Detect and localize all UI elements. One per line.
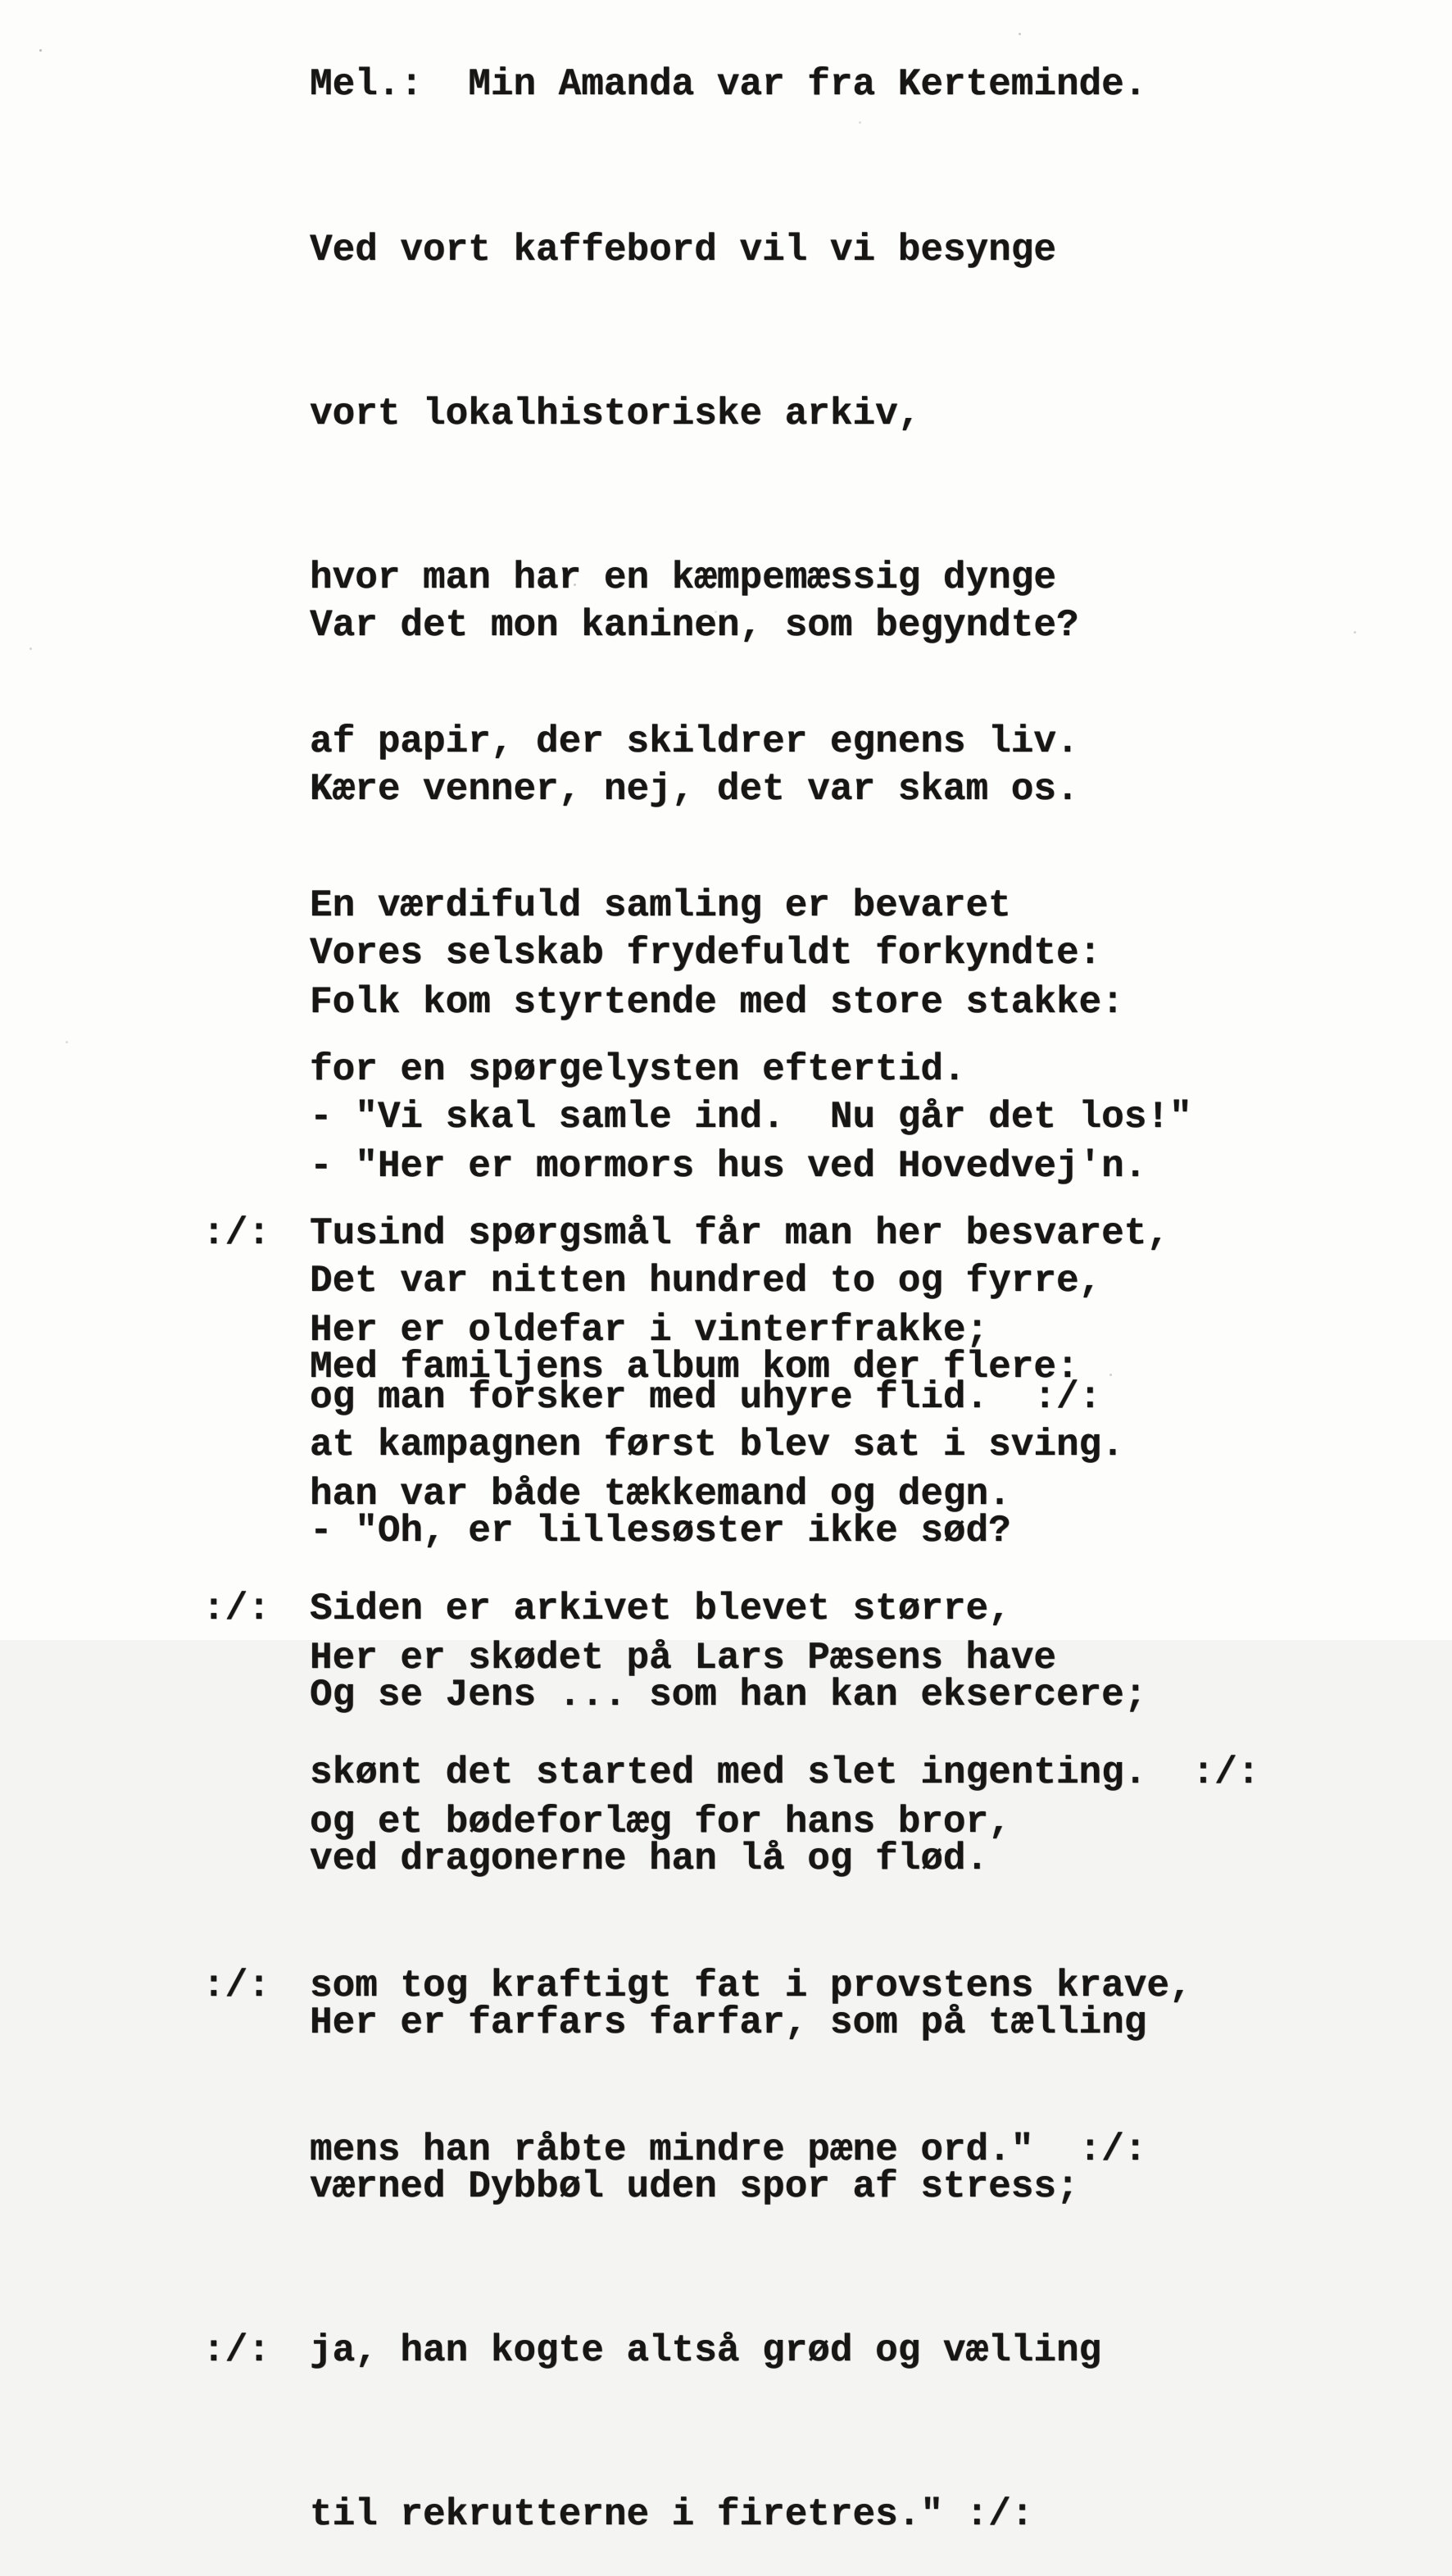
verse-line-text: han var både tækkemand og degn. — [310, 1473, 1011, 1515]
verse-line — [310, 393, 1169, 434]
verse-line — [310, 1511, 1146, 1552]
verse-line-text: Her er skødet på Lars Pæsens have — [310, 1637, 1056, 1679]
verse-line-text: Var det mon kaninen, som begyndte? — [310, 604, 1079, 647]
verse-line-text: mens han råbte mindre pæne ord." :/: — [310, 2128, 1147, 2171]
verse-line-text: Tusind spørgsmål får man her besvaret, — [310, 1212, 1169, 1255]
verse-line — [310, 2494, 1146, 2535]
verse-line-text: Kære venner, nej, det var skam os. — [310, 768, 1079, 811]
verse-line — [202, 2329, 1146, 2372]
verse-line-text: værned Dybbøl uden spor af stress; — [310, 2165, 1079, 2208]
repeat-mark: :/: — [202, 1212, 270, 1255]
verse-line-text: af papir, der skildrer egnens liv. — [310, 720, 1079, 763]
verse-line-text: En værdifuld samling er bevaret — [310, 884, 1011, 927]
verse-line-text: til rekrutterne i firetres." :/: — [310, 2493, 1034, 2536]
verse-line-text: som tog kraftigt fat i provstens krave, — [310, 1965, 1192, 2007]
verse-line-text: Siden er arkivet blevet større, — [310, 1588, 1011, 1630]
verse-line — [310, 1674, 1146, 1715]
verse-line — [310, 1146, 1192, 1187]
verse-line-text: ja, han kogte altså grød og vælling — [310, 2329, 1102, 2372]
verse-line-text: Det var nitten hundred to og fyrre, — [310, 1260, 1102, 1302]
verse-line-text: at kampagnen først blev sat i sving. — [310, 1424, 1124, 1466]
verse-line-text: Her er oldefar i vinterfrakke; — [310, 1309, 989, 1352]
verse-line-text: Folk kom styrtende med store stakke: — [310, 981, 1124, 1024]
verse-line — [310, 605, 1259, 646]
verse-line-text: vort lokalhistoriske arkiv, — [310, 393, 921, 435]
verse-line-text: Vores selskab frydefuldt forkyndte: — [310, 932, 1102, 975]
verse-line — [310, 769, 1259, 810]
verse-line-text: Her er farfars farfar, som på tælling — [310, 2001, 1147, 2044]
verse-line — [310, 2002, 1146, 2043]
verse-line — [310, 2166, 1146, 2207]
melody-title: Min Amanda var fra Kerteminde. — [468, 63, 1147, 106]
verse-line-text: - "Vi skal samle ind. Nu går det los!" — [310, 1096, 1192, 1138]
verse-line-text: - "Oh, er lillesøster ikke sød? — [310, 1510, 1011, 1552]
verse-line-text: og et bødeforlæg for hans bror, — [310, 1801, 1011, 1843]
melody-line — [310, 64, 1146, 105]
repeat-mark: :/: — [202, 2329, 270, 2372]
scan-speckles — [0, 0, 2, 2]
verse-line — [310, 1838, 1146, 1879]
verse-4 — [202, 1265, 1147, 2576]
melody-label: Mel.: — [310, 63, 424, 106]
repeat-mark: :/: — [202, 1965, 270, 2007]
verse-line-text: Med familjens album kom der flere: — [310, 1346, 1079, 1388]
verse-line-text: - "Her er mormors hus ved Hovedvej'n. — [310, 1145, 1147, 1188]
verse-line-text: Og se Jens ... som han kan eksercere; — [310, 1674, 1147, 1716]
verse-line — [310, 229, 1169, 270]
verse-line — [310, 982, 1192, 1023]
verse-line-text: skønt det started med slet ingenting. :/: — [310, 1751, 1260, 1794]
verse-line — [310, 1347, 1146, 1388]
verse-line-text: Ved vort kaffebord vil vi besynge — [310, 229, 1056, 271]
verse-line-text: og man forsker med uhyre flid. :/: — [310, 1376, 1102, 1419]
verse-line-text: ved dragonerne han lå og flød. — [310, 1838, 989, 1880]
repeat-mark: :/: — [202, 1588, 270, 1630]
verse-line-text: hvor man har en kæmpemæssig dynge — [310, 557, 1056, 599]
verse-line-text: for en spørgelysten eftertid. — [310, 1048, 966, 1091]
